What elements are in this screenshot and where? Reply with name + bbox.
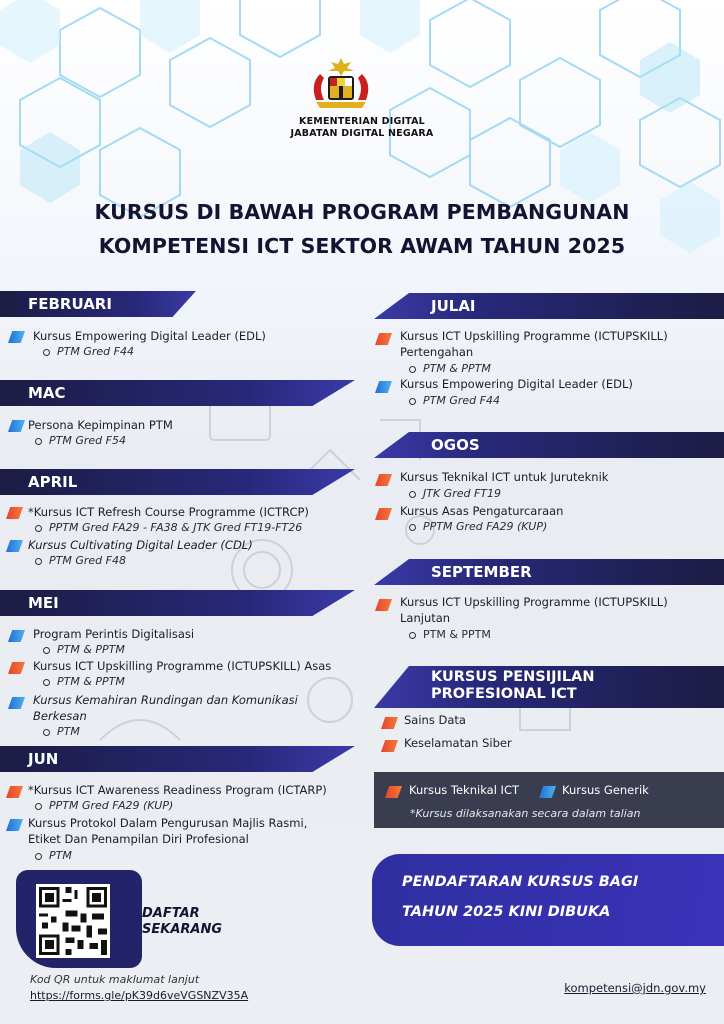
certification-item: Sains Data (404, 713, 466, 727)
course-target: PTM & PPTM (423, 362, 491, 375)
course-title: Kursus ICT Upskilling Programme (ICTUPSKILL) (400, 329, 668, 343)
month-label-februari: FEBRUARI (28, 295, 112, 313)
register-cta-line1: DAFTAR (142, 906, 200, 921)
month-label-jun: JUN (28, 750, 59, 768)
month-label-ogos: OGOS (431, 436, 480, 454)
course-target: PTM Gred F54 (49, 434, 126, 447)
course-target: PTM (49, 849, 72, 862)
course-target: PPTM Gred FA29 (KUP) (423, 520, 548, 533)
legend-note: *Kursus dilaksanakan secara dalam talian (410, 807, 641, 820)
course-target: PTM Gred F44 (423, 394, 500, 407)
course-title: *Kursus ICT Refresh Course Programme (ICTRCP) (28, 505, 309, 519)
month-banner-julai (374, 293, 724, 319)
course-target: PTM & PPTM (423, 628, 491, 641)
contact-email-link[interactable]: kompetensi@jdn.gov.my (564, 981, 706, 995)
page-title-line1: KURSUS DI BAWAH PROGRAM PEMBANGUNAN (94, 200, 630, 224)
certification-item: Keselamatan Siber (404, 736, 512, 750)
qr-note: Kod QR untuk maklumat lanjut (30, 973, 200, 986)
registration-form-link[interactable]: https://forms.gle/pK39d6veVGSNZV35A (30, 989, 249, 1002)
course-target: PTM Gred F44 (57, 345, 134, 358)
course-title-continued: Berkesan (33, 709, 87, 723)
course-target: PPTM Gred FA29 - FA38 & JTK Gred FT19-FT26 (49, 521, 303, 534)
department-name: JABATAN DIGITAL NEGARA (290, 128, 434, 139)
course-target: PPTM Gred FA29 (KUP) (49, 799, 174, 812)
course-title: Kursus Cultivating Digital Leader (CDL) (28, 538, 253, 552)
month-label-april: APRIL (28, 473, 78, 491)
course-title-continued: Lanjutan (400, 611, 451, 625)
certification-label-line2: PROFESIONAL ICT (431, 686, 577, 702)
course-target: PTM & PPTM (57, 643, 125, 656)
course-title-continued: Etiket Dan Penampilan Diri Profesional (28, 832, 249, 846)
course-title: Kursus Empowering Digital Leader (EDL) (400, 377, 633, 391)
course-title: Kursus ICT Upskilling Programme (ICTUPSKILL) (400, 595, 668, 609)
course-title: Kursus Teknikal ICT untuk Juruteknik (400, 470, 609, 484)
course-title: Kursus ICT Upskilling Programme (ICTUPSKILL) Asas (33, 659, 332, 673)
month-label-mac: MAC (28, 384, 66, 402)
qr-code-image[interactable] (36, 884, 110, 958)
page-title-line2: KOMPETENSI ICT SEKTOR AWAM TAHUN 2025 (98, 234, 626, 258)
course-title-continued: Pertengahan (400, 345, 474, 359)
month-label-julai: JULAI (431, 297, 476, 315)
course-title: Program Perintis Digitalisasi (33, 627, 195, 641)
course-title: *Kursus ICT Awareness Readiness Program (ICTARP) (28, 783, 327, 797)
registration-banner (372, 854, 724, 946)
month-label-september: SEPTEMBER (431, 563, 532, 581)
course-title: Kursus Protokol Dalam Pengurusan Majlis Rasmi, (28, 816, 308, 830)
course-title: Persona Kepimpinan PTM (28, 418, 173, 432)
course-title: Kursus Kemahiran Rundingan dan Komunikasi (33, 693, 298, 707)
coat-of-arms-logo (306, 56, 376, 112)
registration-line2: TAHUN 2025 KINI DIBUKA (402, 904, 611, 920)
month-banner-september (374, 559, 724, 585)
legend-generik-label: Kursus Generik (562, 783, 649, 797)
course-target: JTK Gred FT19 (423, 487, 502, 500)
course-title: Kursus Empowering Digital Leader (EDL) (33, 329, 266, 343)
month-label-mei: MEI (28, 594, 59, 612)
course-title: Kursus Asas Pengaturcaraan (400, 504, 564, 518)
ministry-name: KEMENTERIAN DIGITAL (299, 116, 425, 127)
month-banner-ogos (374, 432, 724, 458)
certification-label-line1: KURSUS PENSIJILAN (431, 669, 595, 685)
course-target: PTM Gred F48 (49, 554, 126, 567)
registration-line1: PENDAFTARAN KURSUS BAGI (402, 874, 639, 890)
legend-teknikal-label: Kursus Teknikal ICT (409, 783, 520, 797)
course-target: PTM (57, 725, 80, 738)
course-target: PTM & PPTM (57, 675, 125, 688)
register-cta-line2: SEKARANG (142, 922, 222, 937)
